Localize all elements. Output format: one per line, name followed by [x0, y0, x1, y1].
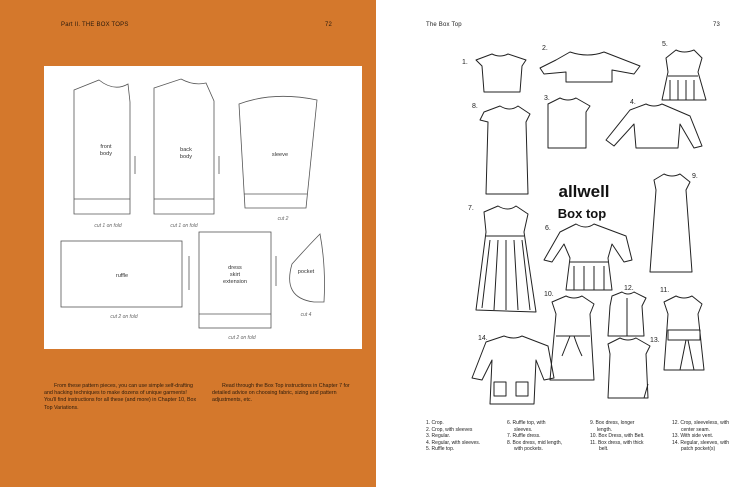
ruffle-label: ruffle	[115, 273, 129, 279]
dress-skirt-extension-caption: cut 2 on fold	[228, 335, 256, 341]
sketch-number: 13.	[650, 337, 660, 344]
pocket-label: pocket	[297, 269, 315, 275]
sketch-9-long-dress	[650, 174, 692, 272]
sketch-1-crop	[476, 54, 526, 92]
key-column-2	[507, 420, 562, 453]
key-item: 12. Crop, sleeveless, with	[672, 420, 729, 426]
sketch-4-regular-sleeves	[606, 104, 702, 148]
sketch-5-ruffle-top	[662, 50, 706, 100]
pocket-caption: cut 4	[300, 312, 312, 318]
key-item: 7. Ruffle dress.	[507, 433, 541, 440]
front-body-label: front body	[99, 144, 113, 157]
sketch-10-belt-dress	[550, 296, 594, 380]
key-item: 11. Box dress, with thick	[590, 439, 644, 446]
intro-paragraph: From these pattern pieces, you can use simple self-drafting and hacking techniques to make dozens of unique garments! You'll find instructions for all these (and more) in Chapter 10, Box Top Variations.	[44, 383, 197, 411]
sketch-number: 7.	[468, 205, 474, 212]
page-number: 72	[325, 22, 333, 28]
key-item: 13. With side vent.	[672, 433, 714, 440]
sleeve-label: sleeve	[271, 152, 289, 158]
key-item: sleeves.	[514, 426, 533, 433]
front-body-caption: cut 1 on fold	[94, 223, 122, 229]
key-item: 2. Crop, with sleeves	[426, 426, 473, 433]
pocket-piece	[290, 234, 325, 302]
page-number: 73	[713, 22, 721, 28]
sketch-number: 8.	[472, 103, 478, 110]
title-box-top: Box top	[557, 206, 607, 221]
key-item: 14. Regular, sleeves, with	[672, 439, 729, 446]
sketch-13-side-vent	[608, 338, 650, 398]
sketch-14-patch-pockets	[472, 336, 554, 404]
sketch-number: 12.	[624, 285, 634, 292]
running-header: Part II. THE BOX TOPS	[61, 22, 129, 28]
sketch-8-box-dress-pockets	[480, 106, 530, 194]
pattern-pieces-panel	[44, 66, 362, 349]
key-item: 6. Ruffle top, with	[507, 420, 546, 426]
ruffle-caption: cut 2 on fold	[110, 314, 138, 320]
sketch-number: 6.	[545, 225, 551, 232]
sketch-2-crop-sleeves	[540, 52, 640, 82]
sketch-11-thick-belt-dress	[664, 296, 704, 370]
sketch-3-regular	[548, 98, 590, 148]
key-item: 5. Ruffle top.	[426, 446, 455, 453]
key-item: 8. Box dress, mid length,	[507, 439, 563, 446]
sketch-number: 14.	[478, 335, 488, 342]
key-item: center seam.	[681, 426, 710, 433]
sketch-number: 5.	[662, 41, 668, 48]
sketch-number: 4.	[630, 99, 636, 106]
key-item: 4. Regular, with sleeves.	[426, 439, 481, 446]
title-allwell: allwell	[558, 182, 610, 201]
back-body-label: back body	[179, 147, 193, 160]
instructions-paragraph: Read through the Box Top instructions in Chapter 7 for detailed advice on choosing fabric, sizing and pattern adjustments, etc.	[212, 383, 350, 404]
running-header: The Box Top	[426, 22, 462, 28]
sketch-number: 10.	[544, 291, 554, 298]
key-column-4	[672, 420, 729, 453]
key-item: with pockets.	[514, 446, 543, 453]
sketch-number: 2.	[542, 45, 548, 52]
sketch-number: 9.	[692, 173, 698, 180]
key-item: length.	[597, 426, 613, 433]
key-item: belt.	[599, 446, 609, 453]
dress-skirt-extension-label: dress skirt extension	[223, 265, 247, 285]
sketch-6-ruffle-top-sleeves	[544, 224, 632, 290]
sketch-number: 11.	[660, 287, 670, 294]
sketch-number: 3.	[544, 95, 550, 102]
sleeve-caption: cut 2	[277, 216, 289, 222]
back-body-caption: cut 1 on fold	[170, 223, 198, 229]
key-item: 1. Crop.	[426, 420, 444, 426]
key-item: 3. Regular.	[426, 433, 451, 440]
garment-sketches	[376, 0, 750, 487]
key-item: 10. Box Dress, with Belt.	[590, 433, 645, 440]
key-column-3	[590, 420, 644, 453]
pattern-pieces-drawing	[44, 66, 362, 349]
key-item: 9. Box dress, longer	[590, 420, 635, 426]
key-item: patch pocket(s)	[681, 446, 716, 453]
key-column-1	[426, 420, 480, 453]
sketch-number: 1.	[462, 59, 468, 66]
